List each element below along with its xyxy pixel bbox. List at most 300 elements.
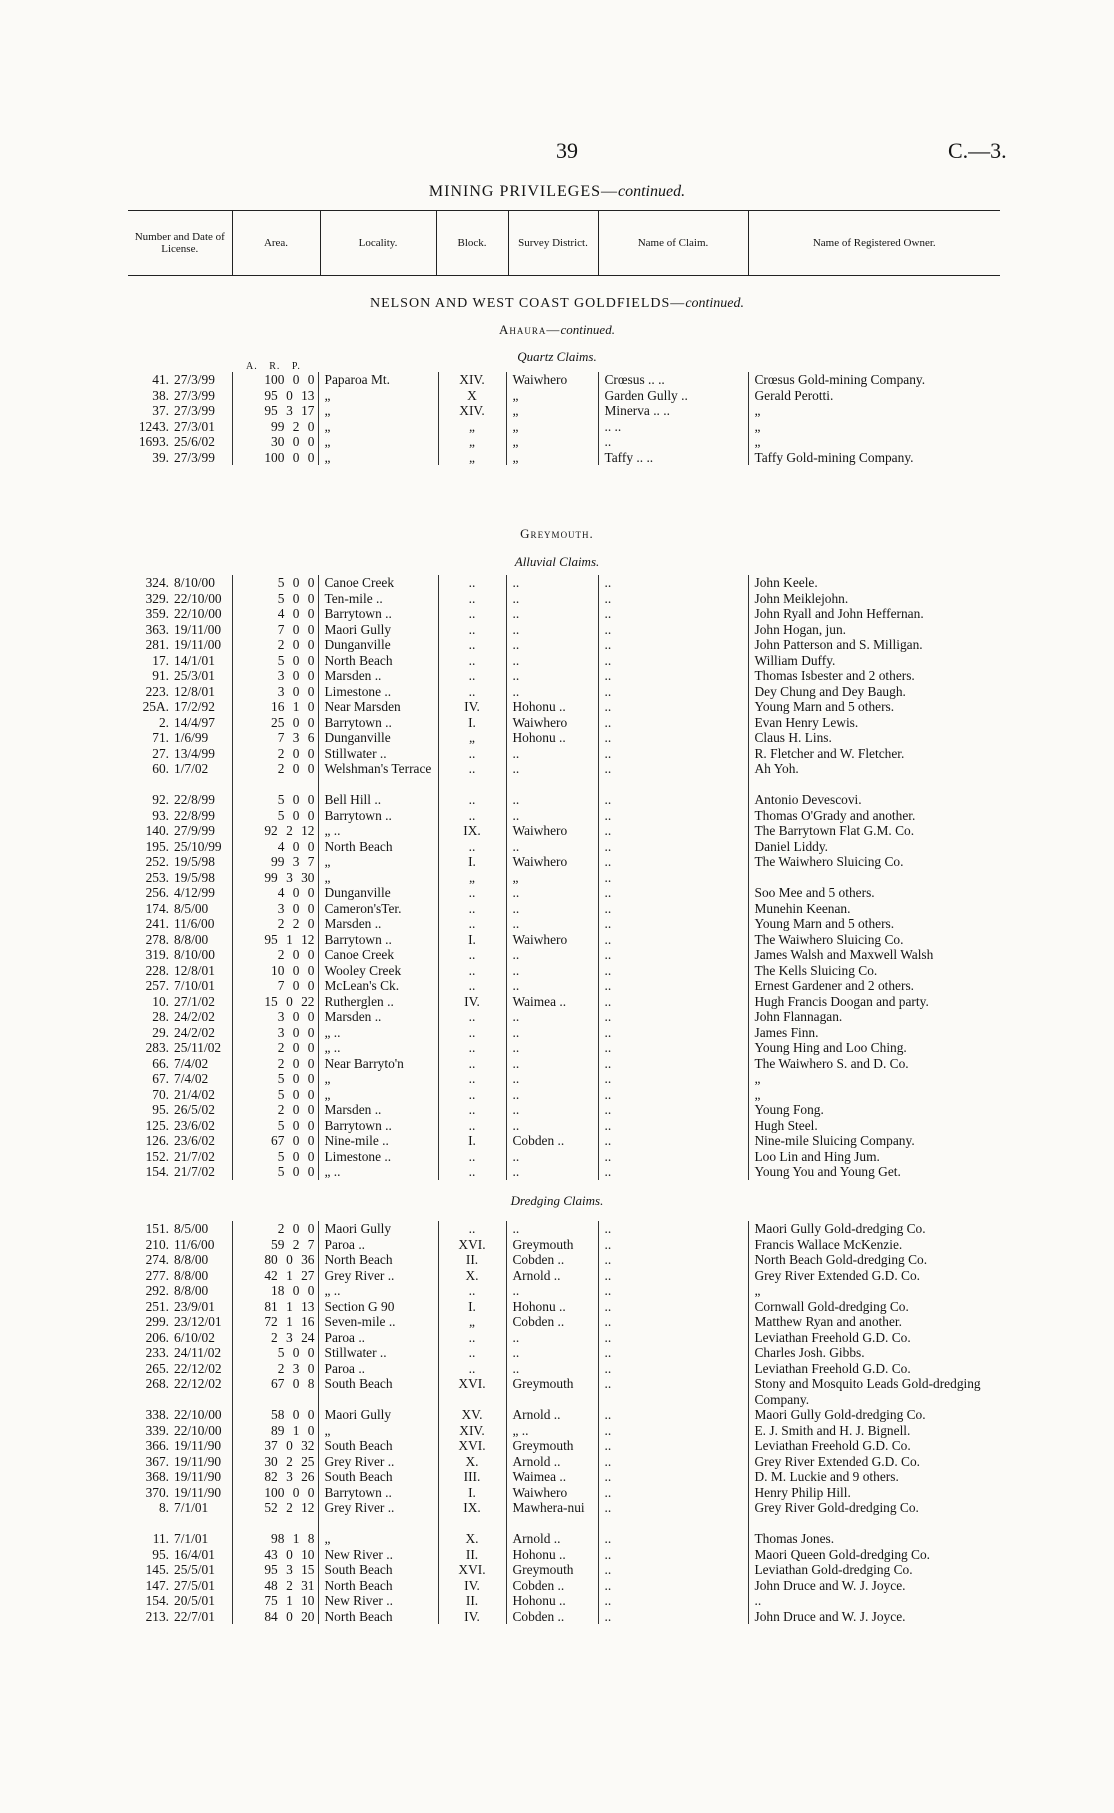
cell-license-date: 14/4/97 <box>172 715 232 731</box>
cell-block: X <box>438 388 506 404</box>
cell-owner-name: „ <box>754 1086 761 1102</box>
cell-survey-district: .. <box>506 839 598 855</box>
cell-locality: „ .. <box>318 1025 438 1041</box>
table-row <box>128 1133 1000 1149</box>
cell-owner-name: Cornwall Gold-dredging Co. <box>754 1298 909 1314</box>
header-area: Area. <box>232 211 320 276</box>
cell-license-number: 281. <box>145 637 169 652</box>
cell-license-number: 268. <box>145 1376 169 1391</box>
cell-license-number: 299. <box>145 1314 169 1329</box>
cell-survey-district: .. <box>506 1071 598 1087</box>
cell-license-date: 8/5/00 <box>172 901 232 917</box>
document-code: C.—3. <box>948 138 1007 163</box>
table-row <box>128 1102 1000 1118</box>
cell-owner-name: John Patterson and S. Milligan. <box>754 637 923 652</box>
header-locality: Locality. <box>320 211 436 276</box>
cell-owner-name: John Hogan, jun. <box>754 621 846 637</box>
cell-block: XIV. <box>438 372 506 388</box>
table-row <box>128 1423 1000 1439</box>
cell-area: 5 0 0 <box>232 653 318 669</box>
cell-owner-name: Dey Chung and Dey Baugh. <box>754 683 906 699</box>
cell-owner-name: Grey River Extended G.D. Co. <box>754 1453 920 1469</box>
cell-owner-name: Maori Gully Gold-dredging Co. <box>754 1221 926 1236</box>
cell-license-date: 21/7/02 <box>172 1149 232 1165</box>
cell-block: XIV. <box>438 1423 506 1439</box>
cell-owner-name: Francis Wallace McKenzie. <box>754 1236 903 1252</box>
cell-block: .. <box>438 1345 506 1361</box>
cell-claim-name: .. <box>598 870 748 886</box>
cell-license-date: 8/10/00 <box>172 947 232 963</box>
cell-area: 10 0 0 <box>232 963 318 979</box>
cell-survey-district: .. <box>506 668 598 684</box>
cell-locality: Ten-mile .. <box>318 591 438 607</box>
cell-survey-district: .. <box>506 606 598 622</box>
cell-claim-name: .. <box>598 839 748 855</box>
cell-block: X. <box>438 1531 506 1547</box>
cell-survey-district: .. <box>506 622 598 638</box>
table-row <box>128 1531 1000 1547</box>
table-row <box>128 699 1000 715</box>
table-row <box>128 1376 1000 1407</box>
cell-claim-name: .. <box>598 1593 748 1609</box>
cell-area: 2 0 0 <box>232 761 318 792</box>
subdistrict-heading-greymouth: Greymouth. <box>520 526 594 541</box>
table-row <box>128 419 1000 435</box>
cell-claim-name: .. <box>598 1025 748 1041</box>
cell-license-number: 67. <box>152 1071 169 1086</box>
cell-license-number: 152. <box>145 1148 169 1164</box>
cell-license-number: 147. <box>145 1577 169 1593</box>
cell-block: „ <box>438 434 506 450</box>
cell-survey-district: .. <box>506 1102 598 1118</box>
cell-survey-district: Cobden .. <box>506 1252 598 1268</box>
cell-license-date: 22/8/99 <box>172 792 232 808</box>
cell-locality: North Beach <box>318 1609 438 1625</box>
cell-area: 5 0 0 <box>232 1345 318 1361</box>
cell-owner-name: Thomas Jones. <box>754 1531 835 1546</box>
cell-license-date: 19/5/98 <box>172 870 232 886</box>
page-title: MINING PRIVILEGES—continued. <box>428 183 686 200</box>
cell-area: 3 0 0 <box>232 684 318 700</box>
table-row <box>128 1040 1000 1056</box>
cell-area: 48 2 31 <box>232 1578 318 1594</box>
cell-survey-district: .. <box>506 575 598 591</box>
table-row <box>128 1485 1000 1501</box>
cell-claim-name: .. <box>598 1102 748 1118</box>
table-row <box>128 761 1000 792</box>
cell-license-date: 20/5/01 <box>172 1593 232 1609</box>
table-row <box>128 1345 1000 1361</box>
cell-license-date: 26/5/02 <box>172 1102 232 1118</box>
cell-locality: Marsden .. <box>318 1009 438 1025</box>
cell-license-number: 277. <box>145 1267 169 1283</box>
cell-locality: „ <box>318 403 438 419</box>
cell-survey-district: .. <box>506 1118 598 1134</box>
cell-claim-name: .. <box>598 1578 748 1594</box>
table-row <box>128 1268 1000 1284</box>
cell-area: 5 0 0 <box>232 575 318 591</box>
cell-license-number: 27. <box>152 745 169 761</box>
cell-owner-name: Munehin Keenan. <box>754 900 851 916</box>
table-row <box>128 885 1000 901</box>
cell-owner-name: John Druce and W. J. Joyce. <box>754 1577 906 1593</box>
cell-block: .. <box>438 978 506 994</box>
cell-license-date: 14/1/01 <box>172 653 232 669</box>
cell-block: I. <box>438 932 506 948</box>
table-row <box>128 1361 1000 1377</box>
cell-block: XVI. <box>438 1237 506 1253</box>
cell-area: 82 3 26 <box>232 1469 318 1485</box>
cell-license-date: 7/1/01 <box>172 1531 232 1547</box>
cell-license-number: 154. <box>145 1164 169 1179</box>
cell-survey-district: Greymouth <box>506 1237 598 1253</box>
cell-license-number: 38. <box>152 387 169 403</box>
cell-owner-name: Gerald Perotti. <box>754 387 834 403</box>
cell-license-number: 256. <box>145 885 169 900</box>
table-row <box>128 808 1000 824</box>
cell-area: 18 0 0 <box>232 1283 318 1299</box>
cell-locality: Near Barryto'n <box>318 1056 438 1072</box>
table-row <box>128 994 1000 1010</box>
table-row <box>128 1009 1000 1025</box>
cell-claim-name: .. <box>598 947 748 963</box>
cell-claim-name: .. <box>598 1056 748 1072</box>
cell-owner-name: Grey River Gold-dredging Co. <box>754 1500 919 1515</box>
cell-locality: „ .. <box>318 1164 438 1180</box>
cell-area: 5 0 0 <box>232 1149 318 1165</box>
cell-block: .. <box>438 1118 506 1134</box>
cell-claim-name: .. <box>598 1268 748 1284</box>
cell-block: „ <box>438 419 506 435</box>
cell-license-date: 17/2/92 <box>172 699 232 715</box>
cell-license-number: 368. <box>145 1469 169 1484</box>
cell-claim-name: .. <box>598 1330 748 1346</box>
cell-survey-district: „ <box>506 388 598 404</box>
header-survey-district: Survey District. <box>508 211 598 276</box>
table-row <box>128 963 1000 979</box>
cell-survey-district: Cobden .. <box>506 1609 598 1625</box>
table-row <box>128 715 1000 731</box>
cell-locality: North Beach <box>318 1252 438 1268</box>
cell-area: 2 3 24 <box>232 1330 318 1346</box>
cell-block: .. <box>438 901 506 917</box>
cell-claim-name: .. <box>598 1071 748 1087</box>
cell-block: .. <box>438 746 506 762</box>
cell-area: 7 0 0 <box>232 978 318 994</box>
cell-block: I. <box>438 1485 506 1501</box>
cell-area: 5 0 0 <box>232 1071 318 1087</box>
cell-area: 4 0 0 <box>232 606 318 622</box>
cell-survey-district: Arnold .. <box>506 1531 598 1547</box>
cell-survey-district: Waiwhero <box>506 932 598 948</box>
cell-locality: „ <box>318 450 438 466</box>
cell-claim-name: .. <box>598 1609 748 1625</box>
cell-area: 99 3 30 <box>232 870 318 886</box>
cell-license-number: 41. <box>152 372 169 387</box>
cell-claim-name: .. <box>598 434 748 450</box>
cell-block: I. <box>438 715 506 731</box>
cell-license-date: 12/8/01 <box>172 963 232 979</box>
cell-license-date: 11/6/00 <box>172 1237 232 1253</box>
cell-area: 95 1 12 <box>232 932 318 948</box>
cell-owner-name: North Beach Gold-dredging Co. <box>754 1252 928 1267</box>
cell-license-date: 7/4/02 <box>172 1056 232 1072</box>
cell-claim-name: .. <box>598 1423 748 1439</box>
cell-license-number: 29. <box>152 1024 169 1040</box>
cell-locality: Grey River .. <box>318 1268 438 1284</box>
cell-owner-name: Young You and Young Get. <box>754 1164 901 1179</box>
cell-license-number: 363. <box>145 621 169 637</box>
cell-claim-name: .. <box>598 901 748 917</box>
cell-block: XVI. <box>438 1562 506 1578</box>
cell-license-number: 233. <box>145 1345 169 1360</box>
cell-owner-name: .. <box>754 1593 762 1608</box>
cell-owner-name: Hugh Francis Doogan and party. <box>754 993 929 1009</box>
cell-block: II. <box>438 1252 506 1268</box>
cell-area: 95 3 17 <box>232 403 318 419</box>
cell-block: .. <box>438 1040 506 1056</box>
cell-license-number: 93. <box>152 807 169 823</box>
table-row <box>128 1407 1000 1423</box>
cell-claim-name: .. <box>598 885 748 901</box>
cell-locality: Maori Gully <box>318 622 438 638</box>
cell-block: .. <box>438 792 506 808</box>
cell-area: 89 1 0 <box>232 1423 318 1439</box>
cell-license-number: 8. <box>158 1500 169 1515</box>
table-row <box>128 1164 1000 1180</box>
cell-license-date: 23/6/02 <box>172 1118 232 1134</box>
cell-block: .. <box>438 1330 506 1346</box>
cell-survey-district: .. <box>506 1009 598 1025</box>
cell-survey-district: .. <box>506 1087 598 1103</box>
cell-license-date: 19/11/90 <box>172 1438 232 1454</box>
cell-owner-name: Claus H. Lins. <box>754 730 832 745</box>
cell-area: 15 0 22 <box>232 994 318 1010</box>
table-row <box>128 591 1000 607</box>
cell-locality: New River .. <box>318 1593 438 1609</box>
cell-survey-district: Hohonu .. <box>506 1593 598 1609</box>
cell-license-number: 1243. <box>138 418 169 434</box>
section-heading-alluvial: Alluvial Claims. <box>514 554 600 569</box>
cell-survey-district: „ <box>506 870 598 886</box>
cell-claim-name: .. <box>598 684 748 700</box>
cell-area: 16 1 0 <box>232 699 318 715</box>
cell-block: „ <box>438 1314 506 1330</box>
table-row <box>128 1087 1000 1103</box>
cell-locality: „ <box>318 854 438 870</box>
table-row <box>128 668 1000 684</box>
cell-license-date: 19/5/98 <box>172 854 232 870</box>
cell-block: .. <box>438 575 506 591</box>
cell-area: 7 3 6 <box>232 730 318 746</box>
table-row <box>128 1593 1000 1609</box>
cell-block: I. <box>438 854 506 870</box>
cell-locality: Limestone .. <box>318 1149 438 1165</box>
cell-block: IV. <box>438 1609 506 1625</box>
cell-license-number: 92. <box>152 792 169 807</box>
cell-area: 2 0 0 <box>232 1056 318 1072</box>
cell-area: 67 0 0 <box>232 1133 318 1149</box>
cell-survey-district: .. <box>506 1164 598 1180</box>
table-row <box>128 1547 1000 1563</box>
cell-locality: „ <box>318 1071 438 1087</box>
table-row <box>128 372 1000 388</box>
cell-claim-name: .. <box>598 1118 748 1134</box>
table-row <box>128 1149 1000 1165</box>
table-row <box>128 1252 1000 1268</box>
column-header-table <box>128 210 1000 276</box>
cell-block: .. <box>438 591 506 607</box>
cell-survey-district: .. <box>506 1361 598 1377</box>
table-row <box>128 932 1000 948</box>
cell-survey-district: .. <box>506 1040 598 1056</box>
cell-survey-district: .. <box>506 1056 598 1072</box>
cell-owner-name: Ah Yoh. <box>754 761 799 776</box>
cell-area: 5 0 0 <box>232 1118 318 1134</box>
cell-license-number: 274. <box>145 1252 169 1267</box>
cell-area: 2 0 0 <box>232 637 318 653</box>
cell-locality: „ <box>318 388 438 404</box>
cell-area: 3 0 0 <box>232 1025 318 1041</box>
cell-area: 2 0 0 <box>232 1040 318 1056</box>
subdistrict-heading-ahaura: Ahaura—continued. <box>499 322 615 337</box>
cell-claim-name: .. <box>598 637 748 653</box>
cell-block: IX. <box>438 823 506 839</box>
cell-license-date: 27/3/99 <box>172 388 232 404</box>
cell-owner-name: The Kells Sluicing Co. <box>754 962 878 978</box>
cell-owner-name: Henry Philip Hill. <box>754 1484 851 1500</box>
table-row <box>128 916 1000 932</box>
cell-owner-name <box>748 870 1000 886</box>
cell-survey-district: .. <box>506 1221 598 1237</box>
cell-survey-district: „ <box>506 403 598 419</box>
cell-area: 3 0 0 <box>232 668 318 684</box>
cell-owner-name: Young Fong. <box>754 1102 824 1117</box>
cell-survey-district: Greymouth <box>506 1438 598 1454</box>
cell-owner-name: „ <box>754 1283 761 1298</box>
cell-claim-name: .. <box>598 1133 748 1149</box>
cell-license-date: 27/3/99 <box>172 372 232 388</box>
cell-locality: Welshman's Terrace <box>318 761 438 792</box>
cell-license-date: 25/11/02 <box>172 1040 232 1056</box>
cell-block: .. <box>438 1087 506 1103</box>
cell-claim-name: .. <box>598 1314 748 1330</box>
cell-survey-district: .. <box>506 1345 598 1361</box>
cell-owner-name: Antonio Devescovi. <box>754 792 862 807</box>
cell-owner-name: Charles Josh. Gibbs. <box>754 1345 865 1360</box>
cell-license-number: 1693. <box>138 434 169 449</box>
cell-block: .. <box>438 916 506 932</box>
cell-block: I. <box>438 1133 506 1149</box>
cell-owner-name: D. M. Luckie and 9 others. <box>754 1469 899 1484</box>
cell-area: 7 0 0 <box>232 622 318 638</box>
table-row <box>128 450 1000 466</box>
cell-owner-name: „ <box>754 434 761 449</box>
cell-claim-name: .. <box>598 1009 748 1025</box>
cell-license-date: 8/8/00 <box>172 1283 232 1299</box>
cell-area: 95 3 15 <box>232 1562 318 1578</box>
cell-area: 99 3 7 <box>232 854 318 870</box>
table-row <box>128 1562 1000 1578</box>
cell-license-number: 174. <box>145 900 169 916</box>
table-row <box>128 978 1000 994</box>
cell-locality: Barrytown .. <box>318 1485 438 1501</box>
cell-area: 59 2 7 <box>232 1237 318 1253</box>
cell-area: 2 2 0 <box>232 916 318 932</box>
cell-block: .. <box>438 1221 506 1237</box>
table-row <box>128 1469 1000 1485</box>
cell-survey-district: .. <box>506 916 598 932</box>
table-row <box>128 1071 1000 1087</box>
cell-survey-district: Arnold .. <box>506 1268 598 1284</box>
table-row <box>128 730 1000 746</box>
cell-locality: Marsden .. <box>318 668 438 684</box>
cell-claim-name: .. <box>598 1407 748 1423</box>
cell-claim-name: .. <box>598 1087 748 1103</box>
cell-license-number: 319. <box>145 947 169 962</box>
cell-area: 4 0 0 <box>232 885 318 901</box>
cell-license-date: 22/8/99 <box>172 808 232 824</box>
cell-owner-name: The Barrytown Flat G.M. Co. <box>754 823 915 838</box>
cell-claim-name: Crœsus .. .. <box>598 372 748 388</box>
cell-area: 3 0 0 <box>232 1009 318 1025</box>
cell-owner-name: Daniel Liddy. <box>754 838 829 854</box>
cell-area: 100 0 0 <box>232 1485 318 1501</box>
cell-block: .. <box>438 1056 506 1072</box>
cell-survey-district: .. <box>506 901 598 917</box>
cell-license-date: 27/1/02 <box>172 994 232 1010</box>
cell-survey-district: .. <box>506 653 598 669</box>
cell-license-number: 28. <box>152 1009 169 1024</box>
cell-block: .. <box>438 637 506 653</box>
cell-license-date: 22/10/00 <box>172 1407 232 1423</box>
cell-area: 30 0 0 <box>232 434 318 450</box>
cell-survey-district: Greymouth <box>506 1562 598 1578</box>
cell-area: 25 0 0 <box>232 715 318 731</box>
cell-owner-name: Evan Henry Lewis. <box>754 714 859 730</box>
district-heading: NELSON AND WEST COAST GOLDFIELDS—continued. <box>369 296 745 311</box>
cell-claim-name: .. <box>598 1485 748 1501</box>
cell-owner-name: Young Hing and Loo Ching. <box>754 1040 907 1055</box>
cell-locality: „ <box>318 434 438 450</box>
table-row <box>128 839 1000 855</box>
cell-area: 43 0 10 <box>232 1547 318 1563</box>
cell-area: 3 0 0 <box>232 901 318 917</box>
cell-survey-district: Waiwhero <box>506 715 598 731</box>
cell-owner-name: Leviathan Freehold G.D. Co. <box>754 1329 911 1345</box>
cell-block: IV. <box>438 994 506 1010</box>
cell-owner-name: William Duffy. <box>754 652 836 668</box>
cell-locality: Canoe Creek <box>318 947 438 963</box>
cell-owner-name: Thomas O'Grady and another. <box>754 807 916 823</box>
cell-block: IV. <box>438 1578 506 1594</box>
cell-license-number: 154. <box>145 1593 169 1608</box>
cell-locality: „ <box>318 1531 438 1547</box>
cell-license-date: 12/8/01 <box>172 684 232 700</box>
table-row <box>128 1221 1000 1237</box>
cell-locality: South Beach <box>318 1562 438 1578</box>
cell-locality: North Beach <box>318 653 438 669</box>
cell-owner-name: James Walsh and Maxwell Walsh <box>754 947 934 962</box>
cell-claim-name: .. <box>598 668 748 684</box>
table-row <box>128 1578 1000 1594</box>
cell-license-number: 324. <box>145 575 169 590</box>
cell-survey-district: .. <box>506 761 598 792</box>
cell-license-number: 37. <box>152 403 169 418</box>
table-row <box>128 792 1000 808</box>
cell-license-date: 19/11/90 <box>172 1454 232 1470</box>
table-row <box>128 1118 1000 1134</box>
